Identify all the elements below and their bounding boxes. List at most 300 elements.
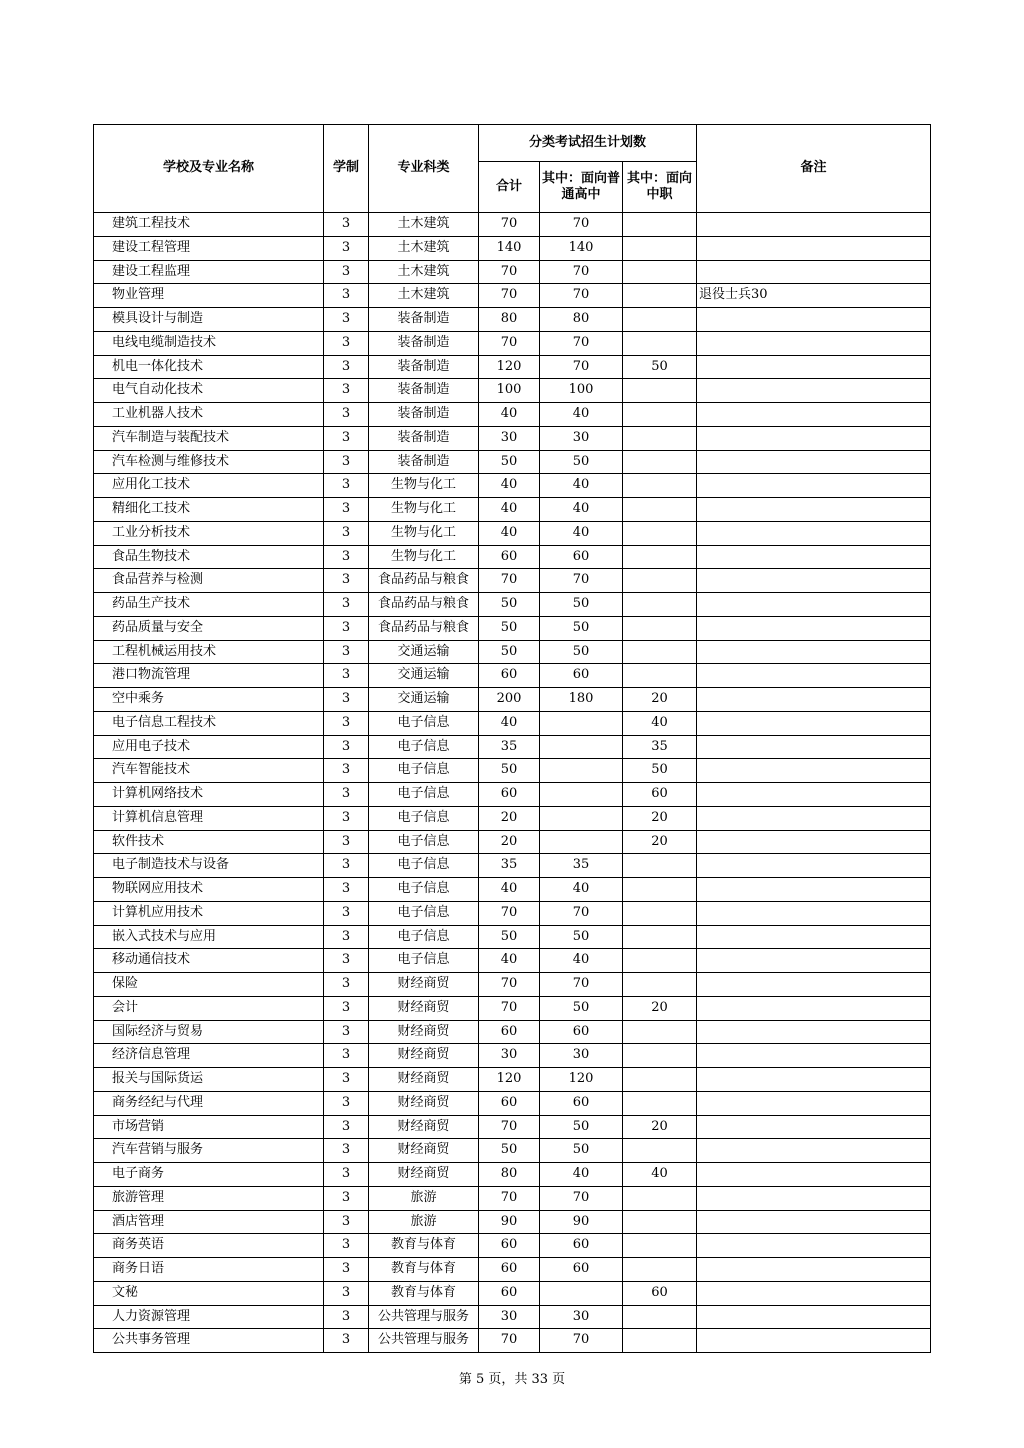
cell-total: 40 (479, 711, 540, 735)
table-row (94, 545, 931, 569)
cell-name: 药品生产技术 (94, 593, 324, 617)
cell-remarks (697, 521, 931, 545)
cell-general (540, 806, 623, 830)
cell-general: 50 (540, 593, 623, 617)
cell-general: 70 (540, 260, 623, 284)
cell-general: 30 (540, 1044, 623, 1068)
cell-general: 50 (540, 925, 623, 949)
cell-total: 50 (479, 1139, 540, 1163)
cell-total: 20 (479, 806, 540, 830)
cell-total: 50 (479, 640, 540, 664)
cell-total: 60 (479, 783, 540, 807)
cell-name: 经济信息管理 (94, 1044, 324, 1068)
table-row (94, 854, 931, 878)
cell-category: 电子信息 (369, 806, 479, 830)
table-row (94, 284, 931, 308)
cell-name: 计算机网络技术 (94, 783, 324, 807)
cell-general: 50 (540, 1115, 623, 1139)
cell-name: 文秘 (94, 1281, 324, 1305)
cell-remarks (697, 450, 931, 474)
table-row (94, 474, 931, 498)
cell-vocational (623, 545, 697, 569)
cell-vocational (623, 450, 697, 474)
cell-category: 财经商贸 (369, 996, 479, 1020)
cell-vocational (623, 1139, 697, 1163)
cell-years: 3 (324, 616, 369, 640)
header-years: 学制 (324, 125, 369, 213)
cell-total: 35 (479, 854, 540, 878)
cell-total: 60 (479, 1091, 540, 1115)
cell-total: 120 (479, 1068, 540, 1092)
cell-vocational: 20 (623, 996, 697, 1020)
cell-vocational (623, 236, 697, 260)
cell-years: 3 (324, 403, 369, 427)
cell-remarks: 退役士兵30 (697, 284, 931, 308)
cell-total: 50 (479, 593, 540, 617)
cell-years: 3 (324, 1115, 369, 1139)
cell-remarks (697, 355, 931, 379)
cell-category: 电子信息 (369, 949, 479, 973)
cell-general: 40 (540, 949, 623, 973)
cell-total: 70 (479, 213, 540, 237)
cell-category: 食品药品与粮食 (369, 569, 479, 593)
table-row (94, 1234, 931, 1258)
cell-remarks (697, 1020, 931, 1044)
cell-name: 电线电缆制造技术 (94, 331, 324, 355)
cell-years: 3 (324, 355, 369, 379)
cell-remarks (697, 806, 931, 830)
table-row (94, 1115, 931, 1139)
cell-vocational: 20 (623, 830, 697, 854)
cell-vocational (623, 284, 697, 308)
cell-name: 精细化工技术 (94, 498, 324, 522)
cell-vocational (623, 949, 697, 973)
cell-vocational (623, 260, 697, 284)
cell-name: 食品生物技术 (94, 545, 324, 569)
cell-name: 市场营销 (94, 1115, 324, 1139)
cell-vocational (623, 1186, 697, 1210)
cell-category: 公共管理与服务 (369, 1329, 479, 1353)
table-row (94, 878, 931, 902)
cell-total: 60 (479, 664, 540, 688)
cell-category: 装备制造 (369, 331, 479, 355)
cell-remarks (697, 925, 931, 949)
table-row (94, 664, 931, 688)
cell-vocational (623, 569, 697, 593)
cell-remarks (697, 379, 931, 403)
cell-years: 3 (324, 783, 369, 807)
cell-category: 装备制造 (369, 379, 479, 403)
cell-category: 公共管理与服务 (369, 1305, 479, 1329)
cell-total: 40 (479, 521, 540, 545)
cell-years: 3 (324, 1234, 369, 1258)
cell-category: 财经商贸 (369, 1139, 479, 1163)
cell-name: 计算机信息管理 (94, 806, 324, 830)
cell-remarks (697, 1234, 931, 1258)
table-row (94, 1258, 931, 1282)
cell-years: 3 (324, 1068, 369, 1092)
cell-general: 30 (540, 426, 623, 450)
cell-general: 35 (540, 854, 623, 878)
enrollment-plan-table (93, 124, 931, 1353)
cell-category: 教育与体育 (369, 1281, 479, 1305)
cell-general: 50 (540, 640, 623, 664)
table-row (94, 213, 931, 237)
cell-vocational (623, 1258, 697, 1282)
cell-general: 70 (540, 355, 623, 379)
cell-total: 70 (479, 260, 540, 284)
cell-general: 40 (540, 403, 623, 427)
cell-remarks (697, 593, 931, 617)
cell-name: 机电一体化技术 (94, 355, 324, 379)
cell-years: 3 (324, 498, 369, 522)
cell-category: 食品药品与粮食 (369, 593, 479, 617)
cell-remarks (697, 996, 931, 1020)
table-row (94, 1305, 931, 1329)
cell-years: 3 (324, 474, 369, 498)
table-row (94, 260, 931, 284)
cell-category: 生物与化工 (369, 545, 479, 569)
cell-general: 40 (540, 1163, 623, 1187)
table-row (94, 569, 931, 593)
cell-general: 100 (540, 379, 623, 403)
header-plan-group: 分类考试招生计划数 (479, 125, 697, 162)
cell-years: 3 (324, 426, 369, 450)
cell-total: 30 (479, 1044, 540, 1068)
cell-total: 40 (479, 403, 540, 427)
cell-years: 3 (324, 1281, 369, 1305)
cell-vocational: 20 (623, 688, 697, 712)
cell-name: 电子商务 (94, 1163, 324, 1187)
cell-total: 60 (479, 1281, 540, 1305)
cell-category: 财经商贸 (369, 1091, 479, 1115)
cell-category: 财经商贸 (369, 1163, 479, 1187)
table-header (94, 125, 931, 213)
cell-remarks (697, 1281, 931, 1305)
cell-remarks (697, 569, 931, 593)
cell-vocational: 20 (623, 806, 697, 830)
cell-total: 40 (479, 498, 540, 522)
cell-category: 财经商贸 (369, 1020, 479, 1044)
cell-general: 40 (540, 521, 623, 545)
cell-category: 财经商贸 (369, 1044, 479, 1068)
table-row (94, 901, 931, 925)
cell-total: 70 (479, 1186, 540, 1210)
cell-general: 30 (540, 1305, 623, 1329)
cell-vocational (623, 1210, 697, 1234)
table-row (94, 521, 931, 545)
cell-years: 3 (324, 688, 369, 712)
cell-name: 食品营养与检测 (94, 569, 324, 593)
cell-vocational (623, 1091, 697, 1115)
cell-name: 应用化工技术 (94, 474, 324, 498)
cell-years: 3 (324, 284, 369, 308)
cell-name: 商务英语 (94, 1234, 324, 1258)
cell-category: 交通运输 (369, 640, 479, 664)
cell-total: 50 (479, 925, 540, 949)
cell-remarks (697, 236, 931, 260)
cell-remarks (697, 711, 931, 735)
cell-vocational: 50 (623, 355, 697, 379)
cell-name: 酒店管理 (94, 1210, 324, 1234)
cell-years: 3 (324, 521, 369, 545)
cell-years: 3 (324, 735, 369, 759)
cell-category: 电子信息 (369, 854, 479, 878)
cell-total: 70 (479, 996, 540, 1020)
cell-remarks (697, 664, 931, 688)
table-row (94, 973, 931, 997)
cell-total: 70 (479, 569, 540, 593)
cell-remarks (697, 854, 931, 878)
cell-name: 港口物流管理 (94, 664, 324, 688)
table-row (94, 711, 931, 735)
cell-general: 70 (540, 1329, 623, 1353)
cell-category: 电子信息 (369, 878, 479, 902)
cell-years: 3 (324, 1329, 369, 1353)
cell-total: 35 (479, 735, 540, 759)
cell-category: 教育与体育 (369, 1234, 479, 1258)
cell-general: 50 (540, 1139, 623, 1163)
cell-category: 土木建筑 (369, 213, 479, 237)
header-vocational: 其中：面向中职 (623, 162, 697, 213)
cell-general (540, 783, 623, 807)
cell-remarks (697, 616, 931, 640)
cell-years: 3 (324, 236, 369, 260)
cell-vocational (623, 664, 697, 688)
cell-total: 200 (479, 688, 540, 712)
cell-vocational: 20 (623, 1115, 697, 1139)
cell-years: 3 (324, 1210, 369, 1234)
cell-total: 50 (479, 450, 540, 474)
cell-years: 3 (324, 949, 369, 973)
cell-remarks (697, 1044, 931, 1068)
table-row (94, 925, 931, 949)
table-row (94, 616, 931, 640)
table-row (94, 996, 931, 1020)
cell-remarks (697, 1115, 931, 1139)
cell-vocational: 35 (623, 735, 697, 759)
cell-name: 公共事务管理 (94, 1329, 324, 1353)
cell-years: 3 (324, 901, 369, 925)
cell-years: 3 (324, 1139, 369, 1163)
table-row (94, 949, 931, 973)
cell-total: 30 (479, 1305, 540, 1329)
cell-remarks (697, 735, 931, 759)
cell-vocational (623, 403, 697, 427)
cell-remarks (697, 545, 931, 569)
cell-remarks (697, 498, 931, 522)
cell-general: 70 (540, 284, 623, 308)
header-total: 合计 (479, 162, 540, 213)
cell-general: 50 (540, 450, 623, 474)
cell-years: 3 (324, 759, 369, 783)
table-row (94, 1020, 931, 1044)
cell-general: 60 (540, 1258, 623, 1282)
table-row (94, 426, 931, 450)
table-row (94, 1329, 931, 1353)
table-row (94, 1091, 931, 1115)
table-row (94, 688, 931, 712)
cell-total: 70 (479, 284, 540, 308)
cell-total: 30 (479, 426, 540, 450)
table-row (94, 1186, 931, 1210)
table-row (94, 308, 931, 332)
cell-remarks (697, 1210, 931, 1234)
table-row (94, 759, 931, 783)
cell-category: 财经商贸 (369, 1115, 479, 1139)
cell-category: 电子信息 (369, 711, 479, 735)
cell-general: 70 (540, 1186, 623, 1210)
cell-years: 3 (324, 1163, 369, 1187)
cell-general: 80 (540, 308, 623, 332)
table-row (94, 379, 931, 403)
cell-category: 电子信息 (369, 901, 479, 925)
cell-general: 120 (540, 1068, 623, 1092)
cell-name: 物联网应用技术 (94, 878, 324, 902)
cell-name: 电子信息工程技术 (94, 711, 324, 735)
cell-name: 商务日语 (94, 1258, 324, 1282)
cell-general: 70 (540, 901, 623, 925)
cell-general: 40 (540, 878, 623, 902)
header-general: 其中：面向普通高中 (540, 162, 623, 213)
table-row (94, 498, 931, 522)
cell-general: 50 (540, 616, 623, 640)
cell-total: 140 (479, 236, 540, 260)
cell-years: 3 (324, 664, 369, 688)
cell-category: 电子信息 (369, 925, 479, 949)
cell-remarks (697, 1139, 931, 1163)
cell-remarks (697, 759, 931, 783)
table-row (94, 331, 931, 355)
cell-name: 计算机应用技术 (94, 901, 324, 925)
cell-years: 3 (324, 1091, 369, 1115)
cell-general: 60 (540, 1091, 623, 1115)
cell-name: 应用电子技术 (94, 735, 324, 759)
cell-category: 生物与化工 (369, 521, 479, 545)
cell-total: 50 (479, 616, 540, 640)
cell-vocational (623, 331, 697, 355)
cell-total: 70 (479, 1329, 540, 1353)
table-row (94, 403, 931, 427)
table-row (94, 450, 931, 474)
cell-vocational (623, 1068, 697, 1092)
cell-total: 20 (479, 830, 540, 854)
cell-category: 装备制造 (369, 426, 479, 450)
cell-name: 模具设计与制造 (94, 308, 324, 332)
cell-total: 80 (479, 1163, 540, 1187)
cell-remarks (697, 640, 931, 664)
cell-vocational (623, 213, 697, 237)
cell-category: 装备制造 (369, 403, 479, 427)
cell-years: 3 (324, 1258, 369, 1282)
cell-remarks (697, 1258, 931, 1282)
table-row (94, 1139, 931, 1163)
cell-total: 40 (479, 949, 540, 973)
cell-vocational (623, 854, 697, 878)
cell-name: 建设工程管理 (94, 236, 324, 260)
cell-general (540, 711, 623, 735)
cell-name: 人力资源管理 (94, 1305, 324, 1329)
cell-vocational: 40 (623, 1163, 697, 1187)
cell-category: 电子信息 (369, 735, 479, 759)
table-row (94, 640, 931, 664)
cell-category: 装备制造 (369, 450, 479, 474)
cell-name: 汽车检测与维修技术 (94, 450, 324, 474)
cell-name: 物业管理 (94, 284, 324, 308)
cell-vocational (623, 973, 697, 997)
cell-remarks (697, 973, 931, 997)
cell-category: 装备制造 (369, 308, 479, 332)
cell-total: 40 (479, 474, 540, 498)
cell-total: 100 (479, 379, 540, 403)
cell-general: 60 (540, 1234, 623, 1258)
cell-years: 3 (324, 640, 369, 664)
cell-remarks (697, 1329, 931, 1353)
cell-years: 3 (324, 925, 369, 949)
cell-remarks (697, 1186, 931, 1210)
cell-general: 180 (540, 688, 623, 712)
cell-total: 80 (479, 308, 540, 332)
page-footer: 第 5 页，共 33 页 (458, 1372, 566, 1387)
cell-vocational (623, 925, 697, 949)
cell-category: 交通运输 (369, 688, 479, 712)
cell-vocational (623, 308, 697, 332)
table-row (94, 1044, 931, 1068)
cell-name: 空中乘务 (94, 688, 324, 712)
cell-category: 教育与体育 (369, 1258, 479, 1282)
cell-remarks (697, 688, 931, 712)
cell-category: 生物与化工 (369, 474, 479, 498)
cell-years: 3 (324, 379, 369, 403)
cell-years: 3 (324, 1186, 369, 1210)
cell-total: 120 (479, 355, 540, 379)
cell-name: 商务经纪与代理 (94, 1091, 324, 1115)
cell-general (540, 735, 623, 759)
cell-name: 电气自动化技术 (94, 379, 324, 403)
cell-remarks (697, 878, 931, 902)
cell-name: 工业分析技术 (94, 521, 324, 545)
cell-total: 70 (479, 331, 540, 355)
cell-category: 电子信息 (369, 830, 479, 854)
cell-total: 50 (479, 759, 540, 783)
cell-name: 建设工程监理 (94, 260, 324, 284)
cell-name: 电子制造技术与设备 (94, 854, 324, 878)
cell-years: 3 (324, 806, 369, 830)
cell-general: 40 (540, 474, 623, 498)
cell-general: 50 (540, 996, 623, 1020)
cell-vocational: 40 (623, 711, 697, 735)
cell-years: 3 (324, 830, 369, 854)
cell-category: 旅游 (369, 1186, 479, 1210)
cell-name: 软件技术 (94, 830, 324, 854)
table-row (94, 593, 931, 617)
cell-remarks (697, 1068, 931, 1092)
table-body (94, 213, 931, 1353)
cell-years: 3 (324, 331, 369, 355)
cell-name: 嵌入式技术与应用 (94, 925, 324, 949)
cell-name: 工业机器人技术 (94, 403, 324, 427)
cell-remarks (697, 783, 931, 807)
cell-years: 3 (324, 854, 369, 878)
cell-vocational (623, 1234, 697, 1258)
cell-remarks (697, 1305, 931, 1329)
cell-remarks (697, 1163, 931, 1187)
cell-years: 3 (324, 260, 369, 284)
cell-years: 3 (324, 213, 369, 237)
cell-name: 旅游管理 (94, 1186, 324, 1210)
cell-years: 3 (324, 1305, 369, 1329)
cell-category: 土木建筑 (369, 260, 479, 284)
